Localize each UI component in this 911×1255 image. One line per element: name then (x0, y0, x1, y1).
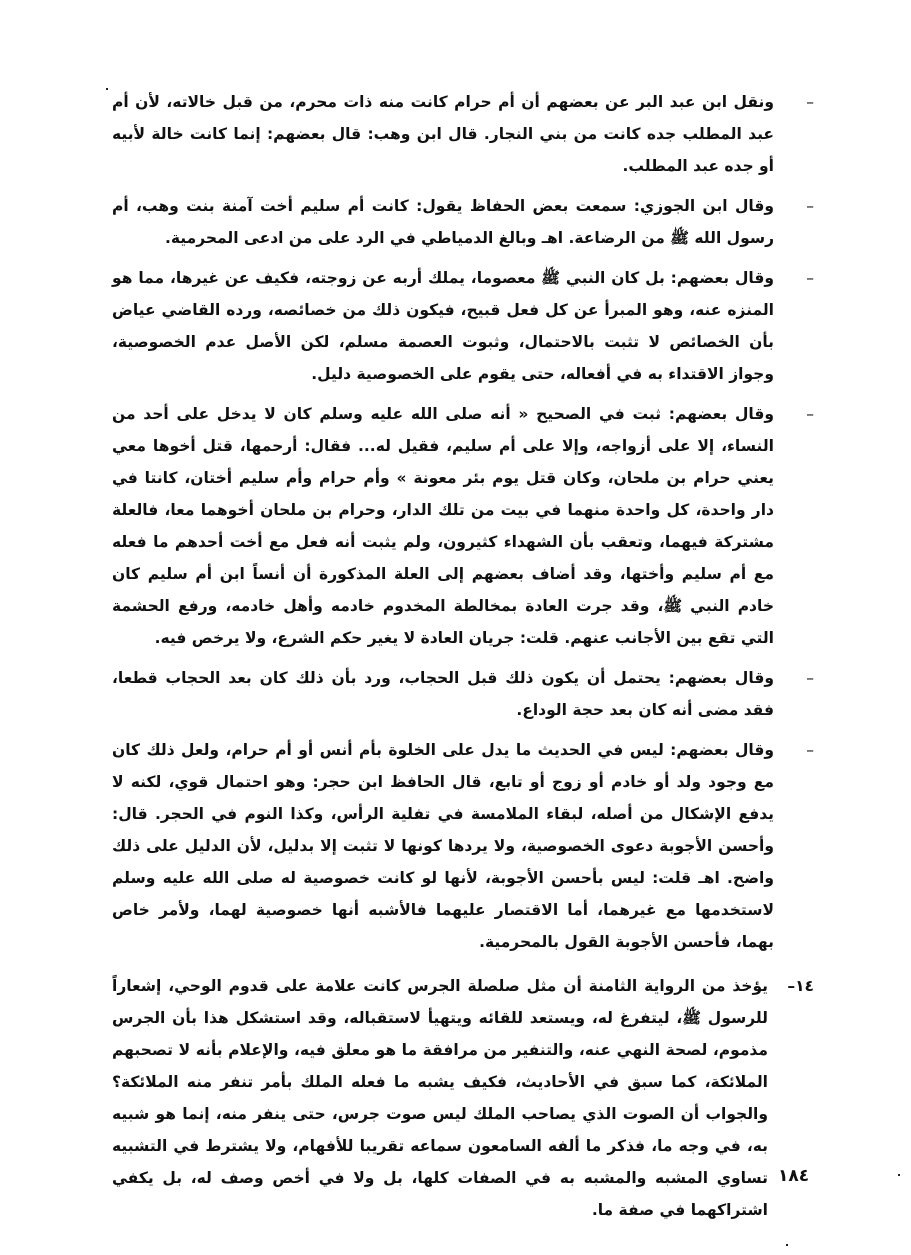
item-number: ١٤– (787, 977, 814, 995)
paragraph-text: يؤخذ من الرواية الثامنة أن مثل صلصلة الجرس كانت علامة على قدوم الوحي، إشعاراً للرسول ﷺ، ليتفرغ له، ويستعد للقائه ويتهيأ لاستقباله، وقد استشكل هذا بأن الجرس مذموم، لصحة النهي عنه، والتنفير من مرافقة ما هو معلق فيه، والإعلام بأنه لا تصحبهم الملائكة، كما سبق في الأحاديث، فكيف يشبه ما فعله الملك بأمر تنفر منه الملائكة؟ والجواب أن الصوت الذي يصاحب الملك ليس صوت جرس، حتى ينفر منه، إنما هو شبيه به، في وجه ما، فذكر ما ألفه السامعون سماعه تقريبا للأفهام، ولا يشترط في التشبيه تساوي المشبه والمشبه به في الصفات كلها، بل ولا في أخص وصف له، بل يكفي اشتراكهما في صفة ما. (112, 977, 768, 1219)
dash-bullet: – (806, 197, 814, 215)
paragraph-text: وقال بعضهم: ليس في الحديث ما يدل على الخلوة بأم أنس أو أم حرام، ولعل ذلك كان مع وجود ولد أو خادم أو زوج أو تابع، قال الحافظ ابن حجر: وهو احتمال قوي، لكنه لا يدفع الإشكال من أصله، لبقاء الملامسة في تفلية الرأس، وكذا النوم في الحجر. قال: وأحسن الأجوبة دعوى الخصوصية، ولا يردها كونها لا تثبت إلا بدليل، لأن الدليل على ذلك واضح. اهـ قلت: ليس بأحسن الأجوبة، لأنها لو كانت خصوصية له صلى الله عليه وسلم لاستخدمها مع غيرهما، أما الاقتصار عليهما فالأشبه أنها خصوصية لهما، ولأمر خاص بهما، فأحسن الأجوبة القول بالمحرمية. (112, 741, 774, 951)
dash-bullet: – (806, 405, 814, 423)
book-page-body (112, 86, 814, 1234)
paragraph-text: ونقل ابن عبد البر عن بعضهم أن أم حرام كانت منه ذات محرم، من قبل خالاته، لأن أم عبد المطلب جده كانت من بني النجار. قال ابن وهب: قال بعضهم: إنما كانت خالة لأبيه أو جده عبد المطلب. (112, 93, 774, 175)
scan-speck (898, 1174, 900, 1176)
paragraph-infallibility (112, 262, 814, 390)
dash-bullet: – (806, 269, 814, 287)
scan-speck (786, 1244, 788, 1246)
dash-bullet: – (806, 669, 814, 687)
paragraph-before-hijab (112, 662, 814, 726)
dash-bullet: – (806, 93, 814, 111)
paragraph-text: وقال بعضهم: يحتمل أن يكون ذلك قبل الحجاب، ورد بأن ذلك كان بعد الحجاب قطعا، فقد مضى أنه كان بعد حجة الوداع. (112, 669, 774, 719)
paragraph-text: وقال بعضهم: ثبت في الصحيح « أنه صلى الله عليه وسلم كان لا يدخل على أحد من النساء، إلا على أزواجه، وإلا على أم سليم، فقيل له... فقال: أرحمها، قتل أخوها معي يعني حرام بن ملحان، وكان قتل يوم بئر معونة » وأم حرام وأم سليم أختان، كانتا في دار واحدة، كل واحدة منهما في بيت من تلك الدار، وحرام بن ملحان أخوهما معا، فالعلة مشتركة فيهما، وتعقب بأن الشهداء كثيرون، ولم يثبت أنه فعل مع أخت أحدهم ما فعله مع أم سليم وأختها، وقد أضاف بعضهم إلى العلة المذكورة أن أنساً ابن أم سليم كان خادم النبي ﷺ، وقد جرت العادة بمخالطة المخدوم خادمه وأهل خادمه، ورفع الحشمة التي تقع بين الأجانب عنهم. قلت: جريان العادة لا يغير حكم الشرع، ولا يرخص فيه. (112, 405, 774, 647)
paragraph-sahih-hadith (112, 398, 814, 654)
paragraph-text: وقال بعضهم: بل كان النبي ﷺ معصوما، يملك أربه عن زوجته، فكيف عن غيرها، مما هو المنزه عنه، وهو المبرأ عن كل فعل قبيح، فيكون ذلك من خصائصه، ورده القاضي عياض بأن الخصائص لا تثبت بالاحتمال، وثبوت العصمة مسلم، لكن الأصل عدم الخصوصية، وجواز الاقتداء به في أفعاله، حتى يقوم على الخصوصية دليل. (112, 269, 774, 383)
paragraph-ibn-al-jawzi (112, 190, 814, 254)
paragraph-ibn-abd-al-barr (112, 86, 814, 182)
dash-bullet: – (806, 741, 814, 759)
numbered-item-14 (112, 970, 814, 1226)
paragraph-text: وقال ابن الجوزي: سمعت بعض الحفاظ يقول: كانت أم سليم أخت آمنة بنت وهب، أم رسول الله ﷺ من الرضاعة. اهـ وبالغ الدمياطي في الرد على من ادعى المحرمية. (112, 197, 774, 247)
page-number: ١٨٤ (778, 1166, 810, 1186)
scan-speck (106, 88, 108, 90)
paragraph-no-seclusion (112, 734, 814, 958)
